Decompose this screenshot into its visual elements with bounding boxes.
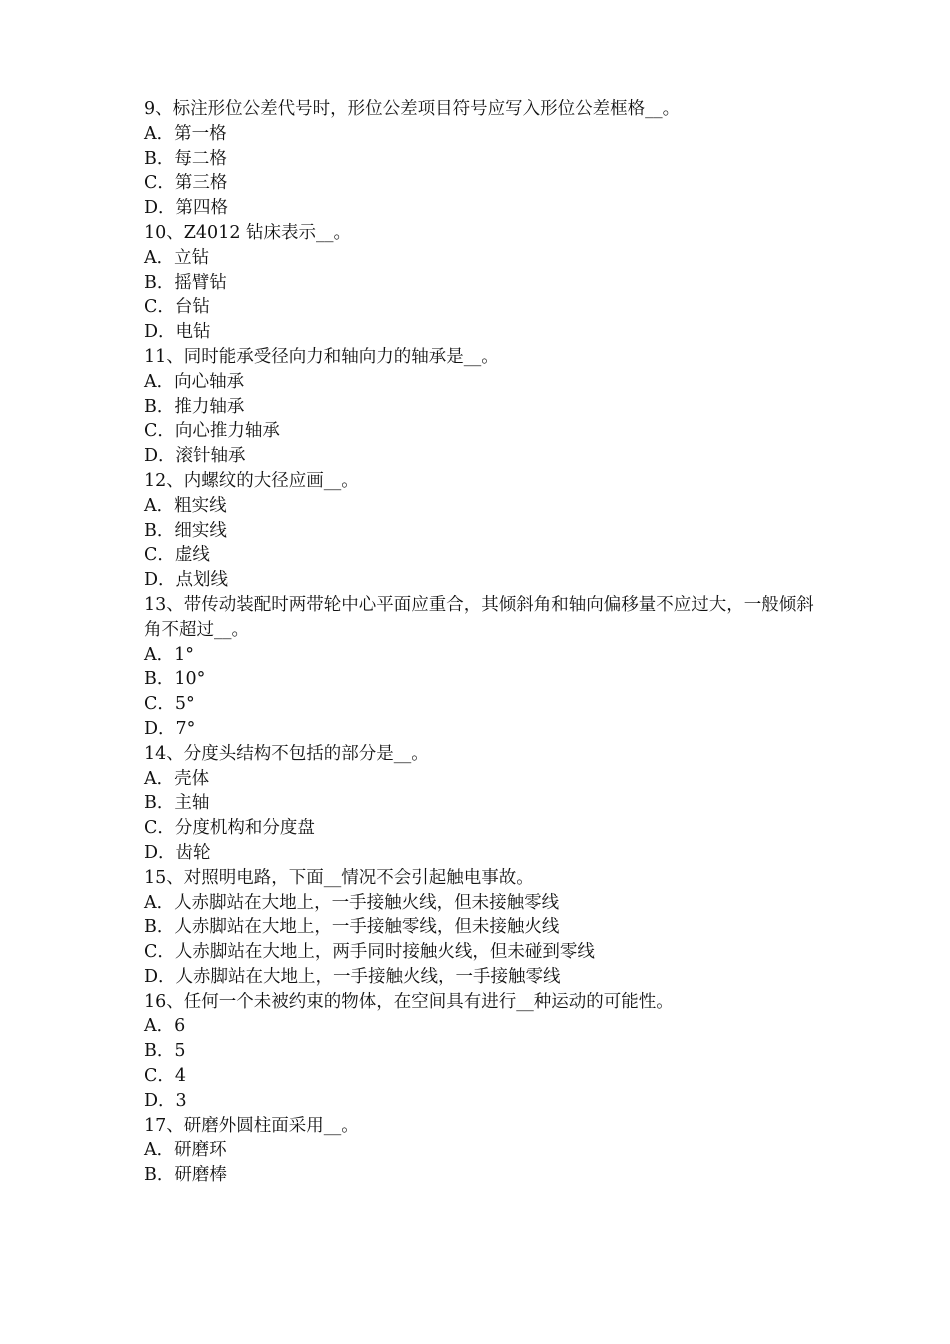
question-14-option-a: A．壳体 <box>144 768 210 789</box>
question-17-option-b: B．研磨棒 <box>144 1165 227 1186</box>
question-12-option-c: C．虚线 <box>144 545 210 566</box>
question-12-stem: 12、内螺纹的大径应画__。 <box>144 470 359 491</box>
question-10-option-c: C．台钻 <box>144 297 210 318</box>
question-16-option-a: A．6 <box>144 1016 186 1037</box>
question-14-stem: 14、分度头结构不包括的部分是__。 <box>144 743 429 764</box>
question-11-option-b: B．推力轴承 <box>144 396 245 417</box>
question-16-option-c: C．4 <box>144 1066 187 1087</box>
question-11-option-c: C．向心推力轴承 <box>144 421 280 442</box>
question-9-option-c: C．第三格 <box>144 173 228 194</box>
question-10-option-a: A．立钻 <box>144 247 210 268</box>
question-13-option-a: A．1° <box>144 644 195 665</box>
question-14-option-c: C．分度机构和分度盘 <box>144 818 315 839</box>
question-9-option-d: D．第四格 <box>144 198 229 219</box>
question-16-option-d: D．3 <box>144 1090 187 1111</box>
question-12-option-b: B．细实线 <box>144 520 227 541</box>
question-14-option-b: B．主轴 <box>144 793 210 814</box>
question-10-stem: 10、Z4012 钻床表示__。 <box>144 222 352 243</box>
question-12-option-a: A．粗实线 <box>144 495 227 516</box>
question-11-option-a: A．向心轴承 <box>144 371 245 392</box>
question-13-option-c: C．5° <box>144 694 195 715</box>
question-9-option-a: A．第一格 <box>144 123 227 144</box>
question-15-option-b: B．人赤脚站在大地上，一手接触零线，但未接触火线 <box>144 917 560 938</box>
question-17-stem: 17、研磨外圆柱面采用__。 <box>144 1115 359 1136</box>
question-9-stem: 9、标注形位公差代号时，形位公差项目符号应写入形位公差框格__。 <box>144 99 681 119</box>
question-16-stem: 16、任何一个未被约束的物体，在空间具有进行__种运动的可能性。 <box>144 991 674 1012</box>
question-14-option-d: D．齿轮 <box>144 842 211 863</box>
question-13-option-b: B．10° <box>144 669 206 690</box>
question-10-option-b: B．摇臂钻 <box>144 272 227 293</box>
question-16-option-b: B．5 <box>144 1041 186 1062</box>
question-17-option-a: A．研磨环 <box>144 1140 227 1161</box>
question-11-option-d: D．滚针轴承 <box>144 446 246 467</box>
question-15-option-c: C．人赤脚站在大地上，两手同时接触火线，但未碰到零线 <box>144 942 595 963</box>
question-15-stem: 15、对照明电路，下面__情况不会引起触电事故。 <box>144 867 534 888</box>
document-page <box>144 97 824 1188</box>
question-15-option-d: D．人赤脚站在大地上，一手接触火线，一手接触零线 <box>144 966 561 987</box>
question-9-option-b: B．每二格 <box>144 148 227 169</box>
question-13-option-d: D．7° <box>144 718 196 739</box>
question-15-option-a: A．人赤脚站在大地上，一手接触火线，但未接触零线 <box>144 892 560 913</box>
question-12-option-d: D．点划线 <box>144 570 229 591</box>
question-11-stem: 11、同时能承受径向力和轴向力的轴承是__。 <box>144 346 499 367</box>
question-13-stem: 13、带传动装配时两带轮中心平面应重合，其倾斜角和轴向偏移量不应过大，一般倾斜角不超过__。 <box>144 594 814 640</box>
question-10-option-d: D．电钻 <box>144 322 211 343</box>
